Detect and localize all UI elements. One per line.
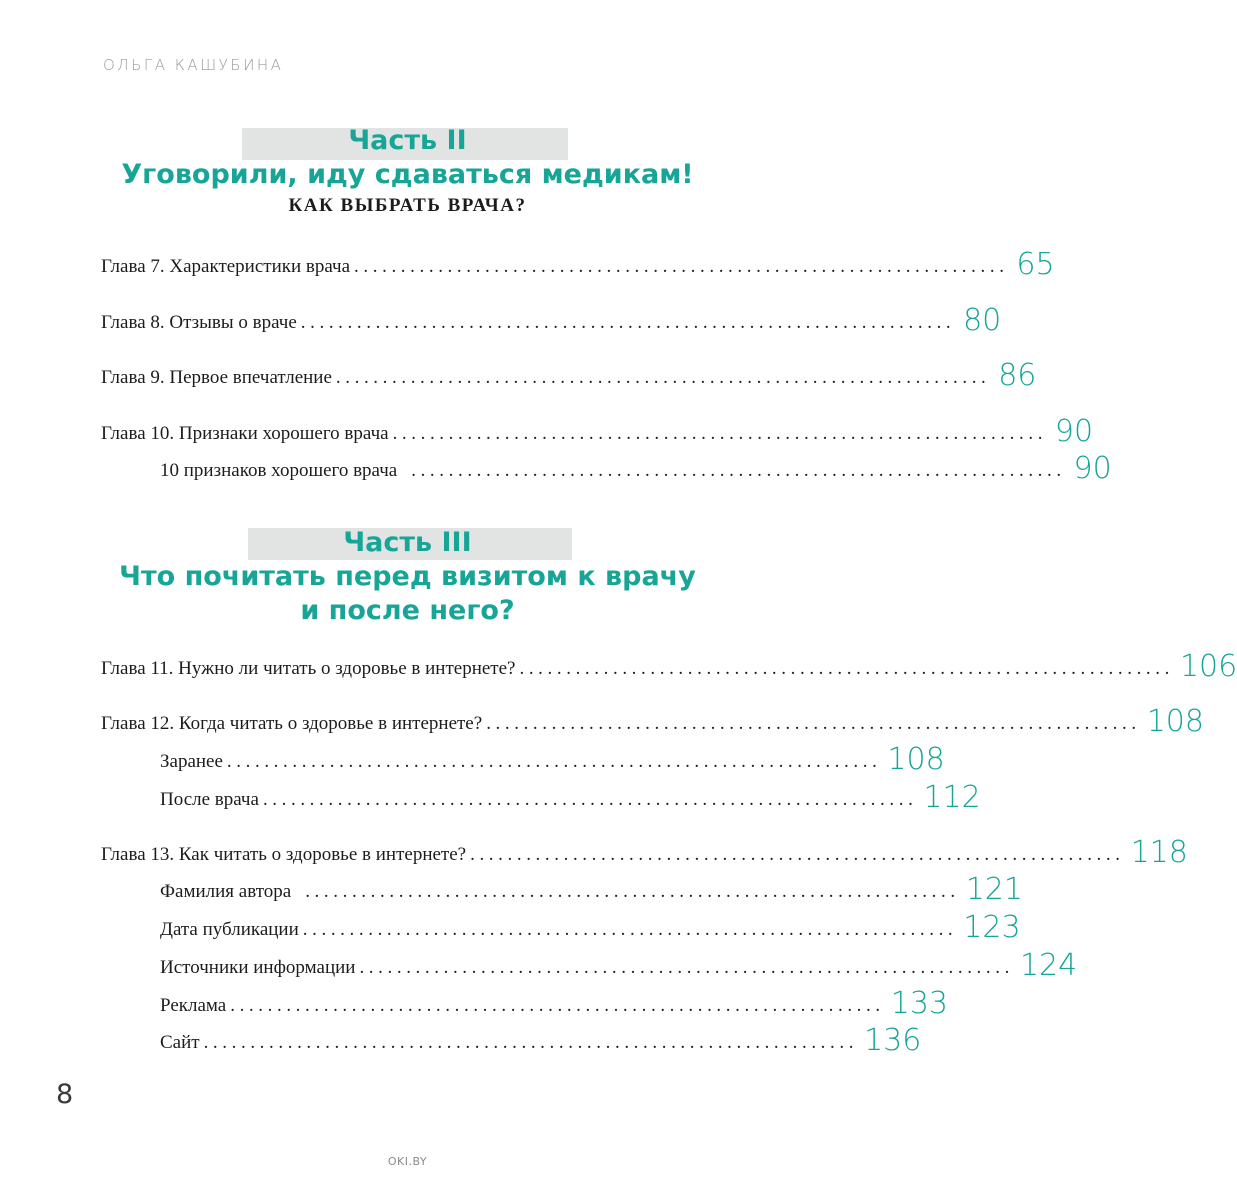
toc-entry-label: 10 признаков хорошего врача	[160, 460, 398, 481]
toc-page-number: 108	[887, 742, 945, 777]
leader-dots: ......................................................................	[230, 995, 885, 1016]
running-head-author: ОЛЬГА КАШУБИНА	[103, 56, 284, 74]
toc-entry-label: Глава 12. Когда читать о здоровье в интернете?	[101, 713, 483, 734]
toc-entry-chapter-12[interactable]	[101, 701, 1204, 739]
toc-entry-label: Реклама	[160, 995, 227, 1016]
toc-entry-label: Дата публикации	[160, 919, 299, 940]
toc-entry-10-signs[interactable]	[160, 448, 1112, 486]
toc-entry-label: Глава 8. Отзывы о враче	[101, 312, 297, 333]
toc-entry-chapter-8[interactable]	[101, 300, 1002, 338]
part-3-title-line-1: Что почитать перед визитом к врачу	[119, 561, 696, 592]
part-2-subtitle: КАК ВЫБРАТЬ ВРАЧА?	[288, 195, 527, 216]
toc-entry-sources[interactable]	[160, 945, 1078, 983]
toc-page-number: 112	[923, 780, 981, 815]
leader-dots: ......................................................................	[470, 844, 1125, 865]
leader-dots: ......................................................................	[203, 1032, 859, 1053]
toc-entry-label: Фамилия автора	[160, 881, 292, 902]
toc-entry-label: Сайт	[160, 1032, 200, 1053]
toc-page-number: 136	[864, 1023, 922, 1058]
toc-entry-label: После врача	[160, 789, 259, 810]
leader-dots: ......................................................................	[392, 423, 1048, 444]
toc-entry-label: Глава 11. Нужно ли читать о здоровье в интернете?	[101, 658, 516, 679]
leader-dots: ......................................................................	[226, 751, 882, 772]
toc-page-number: 118	[1130, 835, 1188, 870]
toc-entry-website[interactable]	[160, 1020, 922, 1058]
leader-dots: ......................................................................	[519, 658, 1174, 679]
part-3-label: Часть III	[343, 527, 472, 558]
leader-dots: ......................................................................	[262, 789, 918, 810]
toc-page-number: 90	[1073, 451, 1112, 486]
toc-entry-chapter-7[interactable]	[101, 244, 1055, 282]
toc-entry-label: Источники информации	[160, 957, 356, 978]
toc-page-number: 65	[1016, 247, 1055, 282]
toc-entry-chapter-10[interactable]	[101, 411, 1094, 449]
toc-entry-label: Глава 13. Как читать о здоровье в интернете?	[101, 844, 467, 865]
part-2-heading	[0, 124, 815, 217]
leader-dots: ......................................................................	[300, 312, 956, 333]
leader-dots: ......................................................................	[335, 367, 991, 388]
toc-page-number: 124	[1019, 948, 1078, 983]
toc-page-number: 133	[890, 986, 948, 1021]
toc-entry-chapter-11[interactable]	[101, 646, 1237, 684]
toc-page-number: 123	[963, 910, 1021, 945]
part-2-title: Уговорили, иду сдаваться медикам!	[121, 159, 694, 190]
leader-dots: ......................................................................	[359, 957, 1014, 978]
leader-dots: ......................................................................	[305, 881, 960, 902]
toc-page-number: 106	[1179, 649, 1237, 684]
toc-page-number: 90	[1054, 414, 1094, 449]
toc-entry-in-advance[interactable]	[160, 739, 945, 777]
leader-dots: ......................................................................	[354, 256, 1009, 277]
toc-entry-author-name[interactable]	[160, 869, 1023, 907]
toc-page-number: 80	[963, 303, 1002, 338]
toc-entry-label: Глава 9. Первое впечатление	[101, 367, 332, 388]
toc-page-number: 108	[1146, 704, 1204, 739]
part-3-heading	[0, 526, 815, 628]
toc-entry-label: Глава 10. Признаки хорошего врача	[101, 423, 389, 444]
leader-dots: ......................................................................	[486, 713, 1141, 734]
leader-dots: ......................................................................	[411, 460, 1066, 481]
part-2-label: Часть II	[348, 125, 467, 156]
toc-page-number: 86	[998, 358, 1037, 393]
toc-entry-chapter-9[interactable]	[101, 355, 1037, 393]
toc-page-number: 121	[965, 872, 1023, 907]
toc-entry-after-doctor[interactable]	[160, 777, 981, 815]
part-3-title-line-2: и после него?	[300, 595, 515, 626]
toc-entry-chapter-13[interactable]	[101, 832, 1188, 870]
leader-dots: ......................................................................	[302, 919, 958, 940]
toc-entry-label: Глава 7. Характеристики врача	[101, 256, 351, 277]
toc-entry-advertising[interactable]	[160, 983, 948, 1021]
toc-entry-publication-date[interactable]	[160, 907, 1021, 945]
page-number: 8	[56, 1079, 74, 1110]
toc-entry-label: Заранее	[160, 751, 223, 772]
site-watermark: OKI.BY	[387, 1155, 428, 1168]
